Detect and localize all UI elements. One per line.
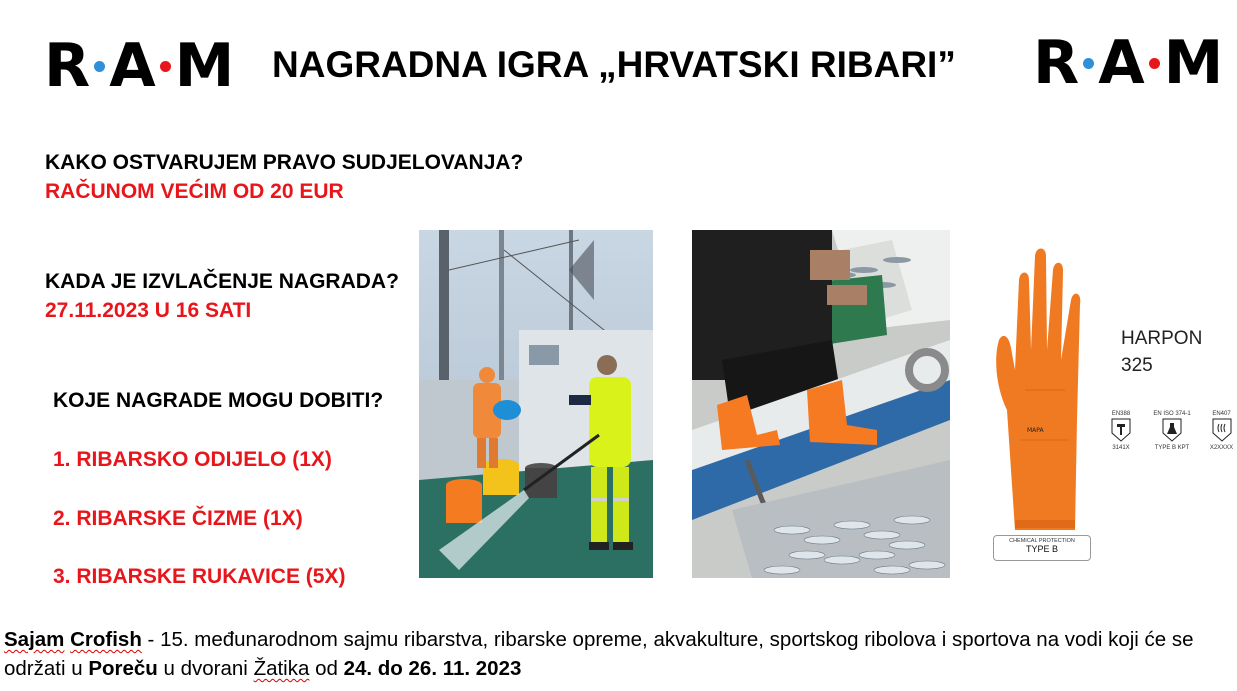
shield-hammer-icon bbox=[1110, 417, 1132, 443]
prize-item-3: 3. RIBARSKE RUKAVICE (5X) bbox=[53, 565, 346, 588]
photo-boots-sardines bbox=[692, 230, 950, 578]
logo-letter: A bbox=[1098, 28, 1145, 98]
cert-code: X2XXXX bbox=[1209, 445, 1234, 451]
footer-city: Poreču bbox=[88, 657, 158, 680]
logo-dot-blue bbox=[94, 61, 105, 72]
protection-type: TYPE B bbox=[1025, 544, 1058, 554]
cert-norm: EN388 bbox=[1111, 411, 1131, 417]
footer-venue: Žatika bbox=[253, 657, 310, 680]
page-title: NAGRADNA IGRA „HRVATSKI RIBARI” bbox=[272, 44, 956, 85]
glove-product-image bbox=[985, 240, 1095, 565]
cert-en374 bbox=[1152, 411, 1192, 451]
glove-brand-label: MAPA bbox=[1027, 427, 1044, 434]
footer-dates: 24. do 26. 11. 2023 bbox=[343, 657, 522, 680]
ram-logo-left bbox=[44, 31, 235, 101]
footer-text: u dvorani bbox=[157, 657, 254, 680]
shield-flame-icon bbox=[1211, 417, 1233, 443]
draw-answer: 27.11.2023 U 16 SATI bbox=[45, 299, 252, 322]
prize-item-1: 1. RIBARSKO ODIJELO (1X) bbox=[53, 448, 332, 471]
protection-label: CHEMICAL PROTECTION bbox=[1009, 538, 1075, 544]
cert-norm: EN ISO 374-1 bbox=[1153, 411, 1191, 417]
logo-dot-red bbox=[160, 61, 171, 72]
logo-dot-red bbox=[1149, 58, 1160, 69]
cert-en388 bbox=[1103, 411, 1139, 451]
participation-answer: RAČUNOM VEĆIM OD 20 EUR bbox=[45, 180, 344, 203]
logo-letter: M bbox=[1163, 28, 1224, 98]
logo-letter: A bbox=[109, 31, 156, 101]
footer-fair-name: Crofish bbox=[70, 628, 142, 651]
prizes-question: KOJE NAGRADE MOGU DOBITI? bbox=[53, 389, 384, 412]
footer-event-info bbox=[4, 625, 1234, 683]
footer-text: od bbox=[309, 657, 344, 680]
logo-dot-blue bbox=[1083, 58, 1094, 69]
logo-letter: R bbox=[44, 31, 91, 101]
cert-code: TYPE B KPT bbox=[1154, 445, 1190, 451]
chemical-protection-badge bbox=[993, 535, 1091, 561]
product-name-line1: HARPON bbox=[1121, 328, 1203, 349]
cert-en407 bbox=[1206, 411, 1237, 451]
prize-item-2: 2. RIBARSKE ČIZME (1X) bbox=[53, 507, 303, 530]
product-name bbox=[1121, 325, 1202, 379]
logo-letter: R bbox=[1033, 28, 1080, 98]
footer-text: - 15. međunarodnom sajmu ribarstva, ribarske opreme, akvakulture, sportskog ribolova i sportova na vodi koji će se održati u bbox=[4, 628, 1194, 680]
logo-letter: M bbox=[174, 31, 235, 101]
cert-norm: EN407 bbox=[1212, 411, 1231, 417]
participation-question: KAKO OSTVARUJEM PRAVO SUDJELOVANJA? bbox=[45, 151, 524, 174]
photo-fishermen-deck bbox=[419, 230, 653, 578]
draw-question: KADA JE IZVLAČENJE NAGRADA? bbox=[45, 270, 399, 293]
footer-fair-label: Sajam bbox=[4, 628, 65, 651]
product-name-line2: 325 bbox=[1121, 355, 1153, 376]
ram-logo-right bbox=[1033, 28, 1224, 98]
shield-flask-icon bbox=[1161, 417, 1183, 443]
cert-code: 3141X bbox=[1112, 445, 1130, 451]
